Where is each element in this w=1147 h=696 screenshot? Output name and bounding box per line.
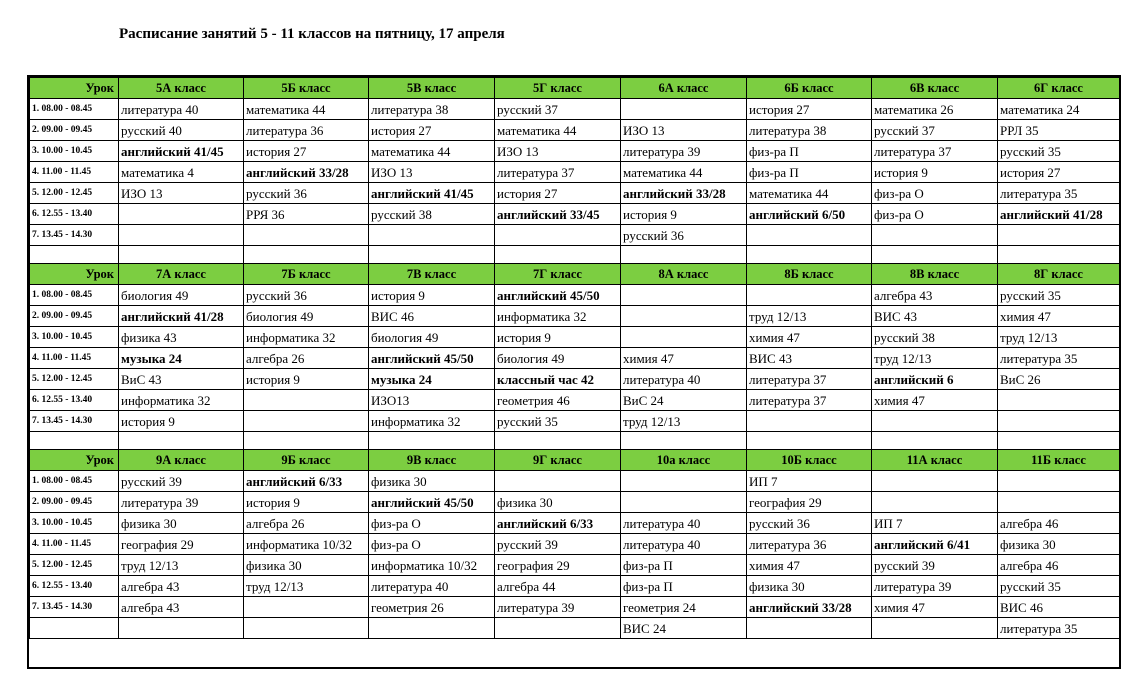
lesson-cell: литература 37 [495,162,621,183]
lesson-time: 4. 11.00 - 11.45 [30,534,119,555]
empty-cell [369,432,495,450]
lesson-row [30,369,1120,390]
lesson-cell: английский 41/45 [119,141,244,162]
empty-cell [621,246,747,264]
lesson-cell: физ-ра О [369,513,495,534]
class-column-header: 8А класс [621,264,747,285]
lesson-row [30,162,1120,183]
lesson-cell: химия 47 [998,306,1120,327]
lesson-cell: ИЗО 13 [495,141,621,162]
class-column-header: 6А класс [621,78,747,99]
lesson-cell [872,492,998,513]
lesson-column-header: Урок [30,264,119,285]
lesson-time: 2. 09.00 - 09.45 [30,120,119,141]
lesson-cell: физика 30 [495,492,621,513]
empty-cell [998,246,1120,264]
lesson-cell: алгебра 44 [495,576,621,597]
lesson-time: 3. 10.00 - 10.45 [30,327,119,348]
lesson-cell: английский 33/28 [244,162,369,183]
lesson-column-header: Урок [30,450,119,471]
lesson-cell: английский 45/50 [369,348,495,369]
lesson-cell [998,225,1120,246]
lesson-cell: английский 45/50 [369,492,495,513]
lesson-cell [495,618,621,639]
lesson-cell [244,390,369,411]
lesson-cell: биология 49 [495,348,621,369]
class-column-header: 7А класс [119,264,244,285]
lesson-cell: русский 36 [244,183,369,204]
lesson-cell: русский 39 [495,534,621,555]
lesson-cell: русский 35 [495,411,621,432]
class-column-header: 7Г класс [495,264,621,285]
class-column-header: 6В класс [872,78,998,99]
lesson-cell: история 27 [747,99,872,120]
class-column-header: 5В класс [369,78,495,99]
lesson-row [30,183,1120,204]
lesson-cell: физ-ра О [369,534,495,555]
lesson-cell: история 27 [998,162,1120,183]
class-column-header: 11Б класс [998,450,1120,471]
lesson-cell [872,471,998,492]
lesson-time: 3. 10.00 - 10.45 [30,141,119,162]
empty-cell [495,246,621,264]
class-column-header: 9Б класс [244,450,369,471]
lesson-cell [495,225,621,246]
class-column-header: 9В класс [369,450,495,471]
lesson-time: 2. 09.00 - 09.45 [30,306,119,327]
empty-cell [119,432,244,450]
lesson-cell: литература 40 [621,534,747,555]
lesson-cell: литература 38 [747,120,872,141]
class-column-header: 10Б класс [747,450,872,471]
lesson-cell: информатика 10/32 [244,534,369,555]
lesson-cell: математика 44 [244,99,369,120]
empty-cell [30,246,119,264]
lesson-time: 4. 11.00 - 11.45 [30,348,119,369]
lesson-cell: физика 43 [119,327,244,348]
class-column-header: 8В класс [872,264,998,285]
lesson-cell: биология 49 [369,327,495,348]
section-header-row [30,450,1120,471]
lesson-cell: литература 36 [244,120,369,141]
schedule-grid [29,77,1120,639]
lesson-cell [621,327,747,348]
lesson-cell [621,285,747,306]
lesson-cell: литература 39 [621,141,747,162]
lesson-cell: русский 38 [369,204,495,225]
lesson-cell: литература 40 [369,576,495,597]
lesson-cell: английский 41/28 [119,306,244,327]
lesson-time: 7. 13.45 - 14.30 [30,225,119,246]
lesson-cell: алгебра 43 [119,597,244,618]
lesson-cell [747,225,872,246]
lesson-cell: английский 6/50 [747,204,872,225]
lesson-cell: ВиС 43 [119,369,244,390]
lesson-cell: математика 44 [621,162,747,183]
lesson-cell: труд 12/13 [621,411,747,432]
lesson-cell: физ-ра О [872,183,998,204]
lesson-cell: история 9 [244,492,369,513]
lesson-cell: труд 12/13 [119,555,244,576]
lesson-row [30,327,1120,348]
lesson-cell [119,204,244,225]
lesson-time: 4. 11.00 - 11.45 [30,162,119,183]
lesson-cell: геометрия 24 [621,597,747,618]
lesson-cell: ИП 7 [747,471,872,492]
lesson-cell: английский 6 [872,369,998,390]
lesson-cell: русский 37 [495,99,621,120]
class-column-header: 6Б класс [747,78,872,99]
lesson-cell: русский 37 [872,120,998,141]
lesson-row [30,576,1120,597]
lesson-time: 2. 09.00 - 09.45 [30,492,119,513]
lesson-cell: английский 33/45 [495,204,621,225]
lesson-cell: ВИС 43 [747,348,872,369]
lesson-cell: ВИС 46 [998,597,1120,618]
class-column-header: 5Г класс [495,78,621,99]
lesson-cell [621,471,747,492]
lesson-cell [747,411,872,432]
lesson-cell [747,618,872,639]
lesson-cell: литература 37 [747,369,872,390]
lesson-time: 6. 12.55 - 13.40 [30,390,119,411]
lesson-cell: ВиС 24 [621,390,747,411]
lesson-row [30,492,1120,513]
lesson-cell [998,411,1120,432]
lesson-cell: история 9 [244,369,369,390]
lesson-cell [495,471,621,492]
lesson-cell: английский 41/45 [369,183,495,204]
lesson-cell: ВИС 43 [872,306,998,327]
lesson-cell: ИЗО 13 [621,120,747,141]
lesson-cell: математика 26 [872,99,998,120]
lesson-cell: музыка 24 [369,369,495,390]
lesson-row [30,390,1120,411]
lesson-cell: русский 35 [998,141,1120,162]
lesson-cell: геометрия 26 [369,597,495,618]
page-title: Расписание занятий 5 - 11 классов на пятницу, 17 апреля [119,26,505,42]
lesson-cell: алгебра 43 [872,285,998,306]
lesson-cell: физ-ра О [872,204,998,225]
lesson-cell: математика 44 [495,120,621,141]
lesson-cell: русский 36 [747,513,872,534]
lesson-cell: английский 45/50 [495,285,621,306]
lesson-cell [621,492,747,513]
lesson-cell: физика 30 [747,576,872,597]
lesson-cell: литература 40 [621,369,747,390]
class-column-header: 7Б класс [244,264,369,285]
lesson-time: 3. 10.00 - 10.45 [30,513,119,534]
lesson-cell: история 9 [621,204,747,225]
lesson-cell [244,225,369,246]
lesson-cell: музыка 24 [119,348,244,369]
lesson-cell: история 9 [495,327,621,348]
empty-cell [30,432,119,450]
empty-cell [244,432,369,450]
empty-cell [369,246,495,264]
lesson-row [30,204,1120,225]
empty-cell [998,432,1120,450]
section-header-row [30,264,1120,285]
lesson-cell [244,618,369,639]
lesson-cell: русский 39 [119,471,244,492]
lesson-cell: история 9 [119,411,244,432]
lesson-cell: литература 39 [119,492,244,513]
schedule-table [27,75,1121,669]
lesson-cell: физ-ра П [747,141,872,162]
lesson-cell: русский 40 [119,120,244,141]
lesson-cell: литература 37 [747,390,872,411]
empty-cell [747,246,872,264]
lesson-cell: литература 37 [872,141,998,162]
lesson-cell: алгебра 26 [244,513,369,534]
lesson-cell: английский 6/33 [244,471,369,492]
lesson-time: 1. 08.00 - 08.45 [30,285,119,306]
lesson-cell: физика 30 [119,513,244,534]
class-column-header: 8Г класс [998,264,1120,285]
lesson-cell: информатика 32 [495,306,621,327]
lesson-row [30,348,1120,369]
lesson-time: 5. 12.00 - 12.45 [30,369,119,390]
lesson-cell: алгебра 26 [244,348,369,369]
lesson-cell: физ-ра П [747,162,872,183]
lesson-cell: биология 49 [244,306,369,327]
lesson-cell: алгебра 46 [998,513,1120,534]
lesson-cell: история 9 [872,162,998,183]
lesson-cell: русский 38 [872,327,998,348]
class-column-header: 5Б класс [244,78,369,99]
lesson-cell: информатика 10/32 [369,555,495,576]
lesson-cell: физика 30 [369,471,495,492]
lesson-cell: русский 35 [998,576,1120,597]
lesson-time: 1. 08.00 - 08.45 [30,99,119,120]
lesson-cell: ИЗО 13 [119,183,244,204]
lesson-cell: литература 35 [998,618,1120,639]
lesson-cell [244,597,369,618]
lesson-cell [872,618,998,639]
lesson-cell: РРЯ 36 [244,204,369,225]
lesson-cell: труд 12/13 [872,348,998,369]
empty-cell [747,432,872,450]
lesson-cell: история 9 [369,285,495,306]
lesson-cell: литература 40 [621,513,747,534]
lesson-cell: литература 39 [495,597,621,618]
lesson-cell: английский 6/33 [495,513,621,534]
lesson-column-header: Урок [30,78,119,99]
lesson-cell: история 27 [369,120,495,141]
lesson-cell: информатика 32 [369,411,495,432]
lesson-cell: литература 36 [747,534,872,555]
lesson-cell: алгебра 43 [119,576,244,597]
lesson-cell: алгебра 46 [998,555,1120,576]
lesson-cell: физика 30 [998,534,1120,555]
lesson-row [30,99,1120,120]
class-column-header: 10а класс [621,450,747,471]
lesson-cell [369,618,495,639]
lesson-cell: ВиС 26 [998,369,1120,390]
lesson-cell: русский 36 [621,225,747,246]
lesson-row [30,411,1120,432]
lesson-cell: ИЗО 13 [369,162,495,183]
class-column-header: 9Г класс [495,450,621,471]
lesson-cell: физ-ра П [621,576,747,597]
lesson-cell [998,492,1120,513]
lesson-cell: математика 4 [119,162,244,183]
lesson-cell [872,411,998,432]
lesson-cell: история 27 [495,183,621,204]
empty-cell [495,432,621,450]
class-column-header: 5А класс [119,78,244,99]
lesson-cell [872,225,998,246]
lesson-cell [621,306,747,327]
lesson-row [30,513,1120,534]
lesson-cell: химия 47 [621,348,747,369]
lesson-time [30,618,119,639]
lesson-row [30,285,1120,306]
lesson-time: 5. 12.00 - 12.45 [30,555,119,576]
lesson-time: 5. 12.00 - 12.45 [30,183,119,204]
lesson-cell: литература 35 [998,348,1120,369]
lesson-cell [244,411,369,432]
lesson-cell: труд 12/13 [747,306,872,327]
lesson-cell: химия 47 [872,390,998,411]
lesson-row [30,597,1120,618]
lesson-cell: английский 41/28 [998,204,1120,225]
lesson-cell: русский 35 [998,285,1120,306]
section-header-row [30,78,1120,99]
lesson-cell: ИЗО13 [369,390,495,411]
lesson-row [30,555,1120,576]
lesson-cell: география 29 [119,534,244,555]
class-column-header: 8Б класс [747,264,872,285]
lesson-cell [369,225,495,246]
lesson-cell [747,285,872,306]
lesson-time: 7. 13.45 - 14.30 [30,597,119,618]
lesson-row [30,534,1120,555]
spacer-row [30,246,1120,264]
lesson-cell: ИП 7 [872,513,998,534]
lesson-cell: физика 30 [244,555,369,576]
lesson-cell: история 27 [244,141,369,162]
lesson-row [30,120,1120,141]
lesson-cell: математика 44 [369,141,495,162]
lesson-cell: русский 39 [872,555,998,576]
lesson-cell [119,618,244,639]
empty-cell [621,432,747,450]
lesson-cell: химия 47 [872,597,998,618]
lesson-cell: ВИС 24 [621,618,747,639]
lesson-cell: РРЛ 35 [998,120,1120,141]
lesson-cell: химия 47 [747,555,872,576]
lesson-cell: литература 39 [872,576,998,597]
lesson-cell: литература 38 [369,99,495,120]
lesson-cell: английский 6/41 [872,534,998,555]
lesson-cell [998,471,1120,492]
lesson-cell: математика 44 [747,183,872,204]
lesson-cell: труд 12/13 [244,576,369,597]
lesson-cell: информатика 32 [119,390,244,411]
lesson-cell: английский 33/28 [621,183,747,204]
lesson-cell: география 29 [495,555,621,576]
lesson-time: 6. 12.55 - 13.40 [30,576,119,597]
lesson-row [30,225,1120,246]
lesson-row [30,618,1120,639]
lesson-cell: география 29 [747,492,872,513]
class-column-header: 7В класс [369,264,495,285]
lesson-cell: классный час 42 [495,369,621,390]
lesson-time: 6. 12.55 - 13.40 [30,204,119,225]
class-column-header: 11А класс [872,450,998,471]
lesson-time: 1. 08.00 - 08.45 [30,471,119,492]
empty-cell [119,246,244,264]
class-column-header: 9А класс [119,450,244,471]
lesson-cell: ВИС 46 [369,306,495,327]
lesson-cell [621,99,747,120]
lesson-cell: информатика 32 [244,327,369,348]
lesson-row [30,306,1120,327]
empty-cell [872,246,998,264]
lesson-cell: английский 33/28 [747,597,872,618]
empty-cell [872,432,998,450]
lesson-cell [998,390,1120,411]
lesson-cell: биология 49 [119,285,244,306]
lesson-cell [119,225,244,246]
lesson-cell: литература 40 [119,99,244,120]
lesson-row [30,471,1120,492]
lesson-cell: физ-ра П [621,555,747,576]
lesson-cell: математика 24 [998,99,1120,120]
spacer-row [30,432,1120,450]
lesson-time: 7. 13.45 - 14.30 [30,411,119,432]
lesson-cell: геометрия 46 [495,390,621,411]
class-column-header: 6Г класс [998,78,1120,99]
lesson-row [30,141,1120,162]
lesson-cell: русский 36 [244,285,369,306]
lesson-cell: труд 12/13 [998,327,1120,348]
empty-cell [244,246,369,264]
lesson-cell: литература 35 [998,183,1120,204]
lesson-cell: химия 47 [747,327,872,348]
